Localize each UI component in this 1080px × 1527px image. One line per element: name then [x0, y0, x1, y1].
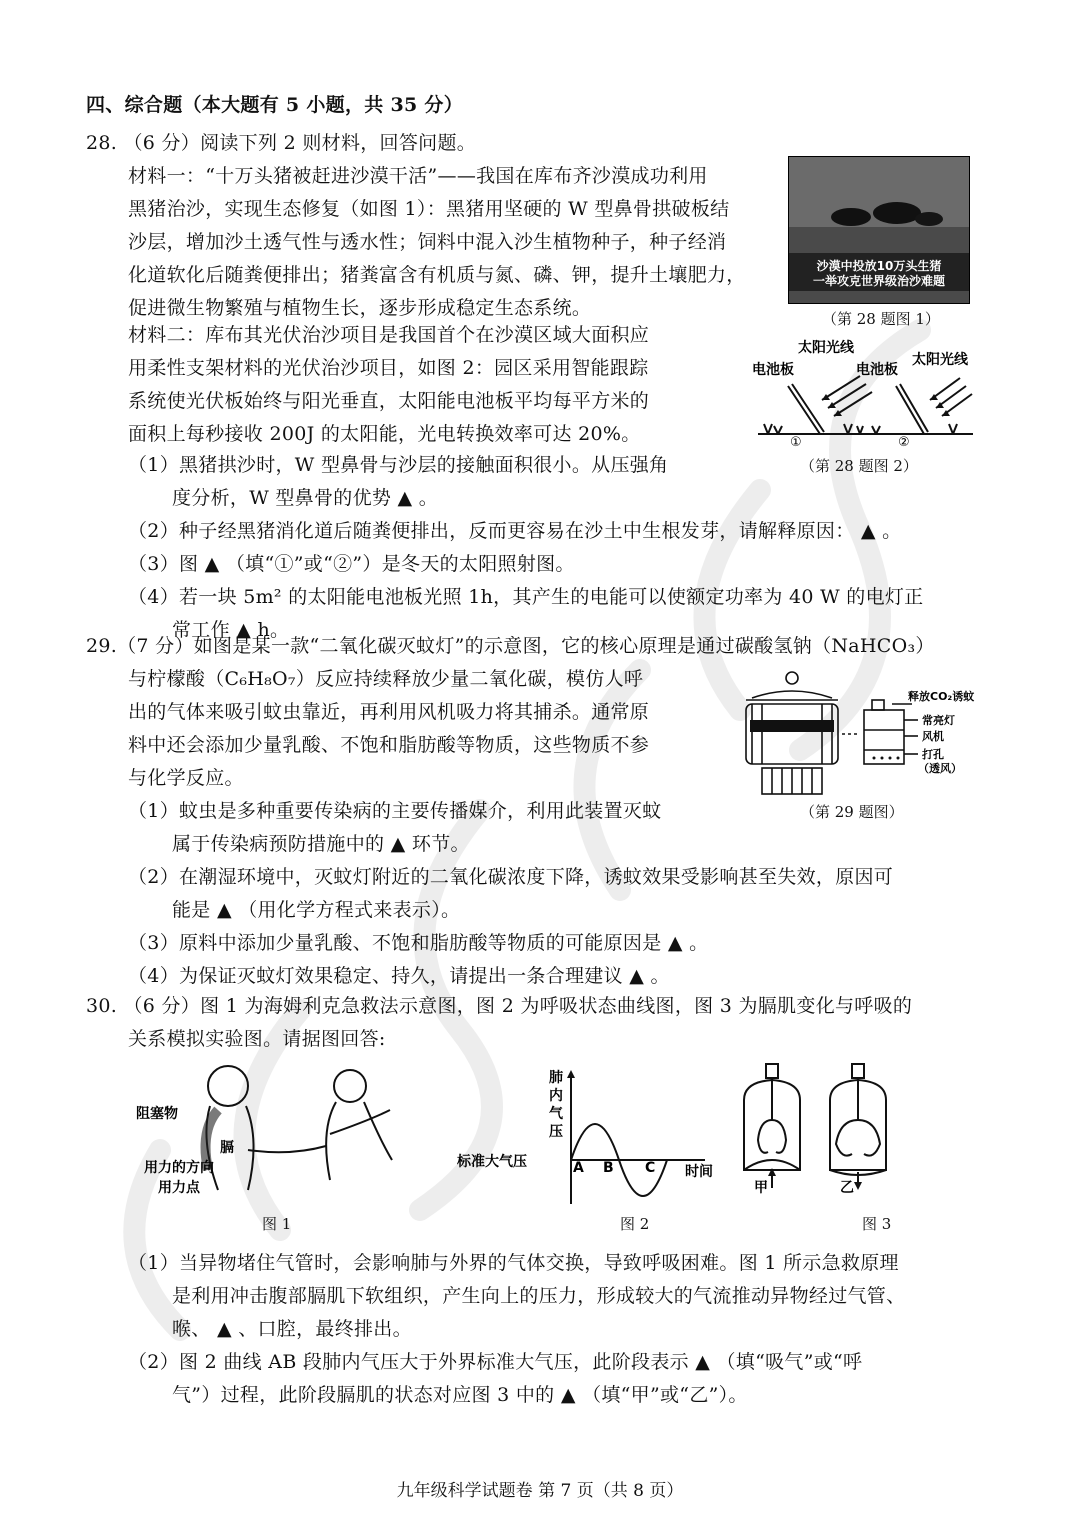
- jia-label: 甲: [754, 1180, 768, 1196]
- pig-desert-photo: [788, 156, 970, 304]
- obstruction-label: 阻塞物: [136, 1106, 178, 1122]
- photo-banner-line: 一举攻克世界级治沙难题: [812, 274, 945, 288]
- circle-2-label: ②: [898, 435, 910, 448]
- q30-sub2-cont: 气”）过程，此阶段膈肌的状态对应图 3 中的 ▲ （填“甲”或“乙”）。: [172, 1384, 748, 1406]
- point-c-label: C: [645, 1160, 656, 1176]
- q28-sub1: （1）黑猪拱沙时，W 型鼻骨与沙层的接触面积很小。从压强角: [128, 454, 669, 476]
- panel-label: 电池板: [752, 362, 794, 378]
- force-direction-label: 用力的方向: [144, 1160, 214, 1176]
- q28-sub1-cont: 度分析，W 型鼻骨的优势 ▲ 。: [172, 487, 439, 509]
- q28-fig2-caption: （第 28 题图 2）: [800, 457, 918, 475]
- q30-sub2: （2）图 2 曲线 AB 段肺内气压大于外界标准大气压，此阶段表示 ▲ （填“吸气”或“呼: [128, 1351, 863, 1373]
- q29-sub4: （4）为保证灭蚊灯效果稳定、持久，请提出一条合理建议 ▲ 。: [128, 965, 670, 987]
- y-axis-char: 压: [549, 1124, 563, 1140]
- circle-1-label: ①: [790, 435, 802, 448]
- baseline-label: 标准大气压: [457, 1154, 527, 1170]
- q29-line: 料中还会添加少量乳酸、不饱和脂肪酸等物质，这些物质不参: [128, 734, 650, 756]
- q29-line: 与化学反应。: [128, 767, 244, 789]
- q28-heading: 28. （6 分）阅读下列 2 则材料，回答问题。: [86, 132, 477, 154]
- y-axis-char: 气: [549, 1106, 563, 1122]
- q28-material1-line: 化道软化后随粪便排出；猪粪富含有机质与氮、磷、钾，提升土壤肥力，: [128, 264, 746, 286]
- q29-sub3: （3）原料中添加少量乳酸、不饱和脂肪酸等物质的可能原因是 ▲ 。: [128, 932, 709, 954]
- q30-sub1-cont: 是利用冲击腹部膈肌下软组织，产生向上的压力，形成较大的气流推动异物经过气管、: [172, 1285, 906, 1307]
- q28-sub4-cont: 常工作 ▲ h。: [172, 619, 290, 641]
- panel-label: 电池板: [856, 362, 898, 378]
- photo-banner-line: 沙漠中投放10万头生猪: [816, 259, 942, 273]
- point-a-label: A: [573, 1160, 584, 1176]
- fan-label: 风机: [922, 730, 944, 743]
- y-axis-char: 内: [549, 1088, 563, 1104]
- vent-label: （透风）: [918, 762, 962, 775]
- q30-fig2-caption: 图 2: [620, 1215, 650, 1233]
- q28-material2-line: 系统使光伏板始终与阳光垂直，太阳能电池板平均每平方米的: [128, 390, 650, 412]
- q28-material1-line: 黑猪治沙，实现生态修复（如图 1）：黑猪用坚硬的 W 型鼻骨拱破板结: [128, 198, 730, 220]
- pressure-curve-diagram: [455, 1068, 735, 1208]
- diaphragm-label: 膈: [220, 1140, 234, 1156]
- solar-panel-diagram: [748, 338, 978, 448]
- point-b-label: B: [603, 1160, 614, 1176]
- q30-fig3-caption: 图 3: [862, 1215, 892, 1233]
- force-point-label: 用力点: [158, 1180, 200, 1196]
- q30-heading-cont: 关系模拟实验图。请据图回答:: [128, 1028, 386, 1050]
- photo-banner: [789, 259, 969, 289]
- sunlight-label: 太阳光线: [798, 340, 854, 356]
- q28-sub3: （3）图 ▲ （填“①”或“②”）是冬天的太阳照射图。: [128, 553, 575, 575]
- q29-fig-caption: （第 29 题图）: [800, 803, 904, 821]
- q29-heading: 29.（7 分）如图是某一款“二氧化碳灭蚊灯”的示意图，它的核心原理是通过碳酸氢钠（NaHCO₃）: [86, 635, 935, 657]
- q28-fig1-caption: （第 28 题图 1）: [822, 310, 940, 328]
- q29-line: 与柠檬酸（C₆H₈O₇）反应持续释放少量二氧化碳，模仿人呼: [128, 668, 644, 690]
- q30-fig1-caption: 图 1: [262, 1215, 292, 1233]
- mosquito-lamp-diagram: [732, 670, 992, 800]
- q28-material1-line: 沙层，增加沙土透气性与透水性；饲料中混入沙生植物种子，种子经消: [128, 231, 727, 253]
- page-footer: 九年级科学试题卷 第 7 页（共 8 页）: [396, 1481, 684, 1501]
- q30-heading: 30. （6 分）图 1 为海姆利克急救法示意图，图 2 为呼吸状态曲线图，图 3 为膈肌变化与呼吸的: [86, 995, 913, 1017]
- q28-material1-line: 材料一：“十万头猪被赶进沙漠干活”——我国在库布齐沙漠成功利用: [128, 165, 708, 187]
- section-title: 四、综合题（本大题有 5 小题，共 35 分）: [86, 94, 464, 116]
- heimlich-diagram: [130, 1060, 430, 1210]
- q28-material2-line: 材料二：库布其光伏治沙项目是我国首个在沙漠区域大面积应: [128, 324, 650, 346]
- y-axis-char: 肺: [549, 1070, 563, 1086]
- q28-material2-line: 用柔性支架材料的光伏治沙项目，如图 2：园区采用智能跟踪: [128, 357, 649, 379]
- q29-sub2: （2）在潮湿环境中，灭蚊灯附近的二氧化碳浓度下降，诱蚊效果受影响甚至失效，原因可: [128, 866, 894, 888]
- q28-sub4: （4）若一块 5m² 的太阳能电池板光照 1h，其产生的电能可以使额定功率为 40 W 的电灯正: [128, 586, 924, 608]
- bell-jar-diagram: [740, 1060, 920, 1210]
- time-axis-label: 时间: [685, 1164, 713, 1180]
- sunlight-label: 太阳光线: [912, 352, 968, 368]
- release-co2-label: 释放CO₂诱蚊: [908, 690, 975, 703]
- q29-sub1-cont: 属于传染病预防措施中的 ▲ 环节。: [172, 833, 470, 855]
- q30-sub1: （1）当异物堵住气管时，会影响肺与外界的气体交换，导致呼吸困难。图 1 所示急救原理: [128, 1252, 899, 1274]
- q29-sub1: （1）蚊虫是多种重要传染病的主要传播媒介，利用此装置灭蚊: [128, 800, 662, 822]
- q28-material2-line: 面积上每秒接收 200J 的太阳能，光电转换效率可达 20%。: [128, 423, 641, 445]
- hole-label: 打孔: [922, 748, 944, 761]
- yi-label: 乙: [840, 1180, 854, 1196]
- lamp-label: 常亮灯: [922, 714, 955, 727]
- q28-material1-line: 促进微生物繁殖与植物生长，逐步形成稳定生态系统。: [128, 297, 592, 319]
- q29-sub2-cont: 能是 ▲ （用化学方程式来表示）。: [172, 899, 461, 921]
- q29-line: 出的气体来吸引蚊虫靠近，再利用风机吸力将其捕杀。通常原: [128, 701, 650, 723]
- q28-sub2: （2）种子经黑猪消化道后随粪便排出，反而更容易在沙土中生根发芽，请解释原因： ▲ 。: [128, 520, 902, 542]
- q30-sub1-cont: 喉、 ▲ 、口腔，最终排出。: [172, 1318, 412, 1340]
